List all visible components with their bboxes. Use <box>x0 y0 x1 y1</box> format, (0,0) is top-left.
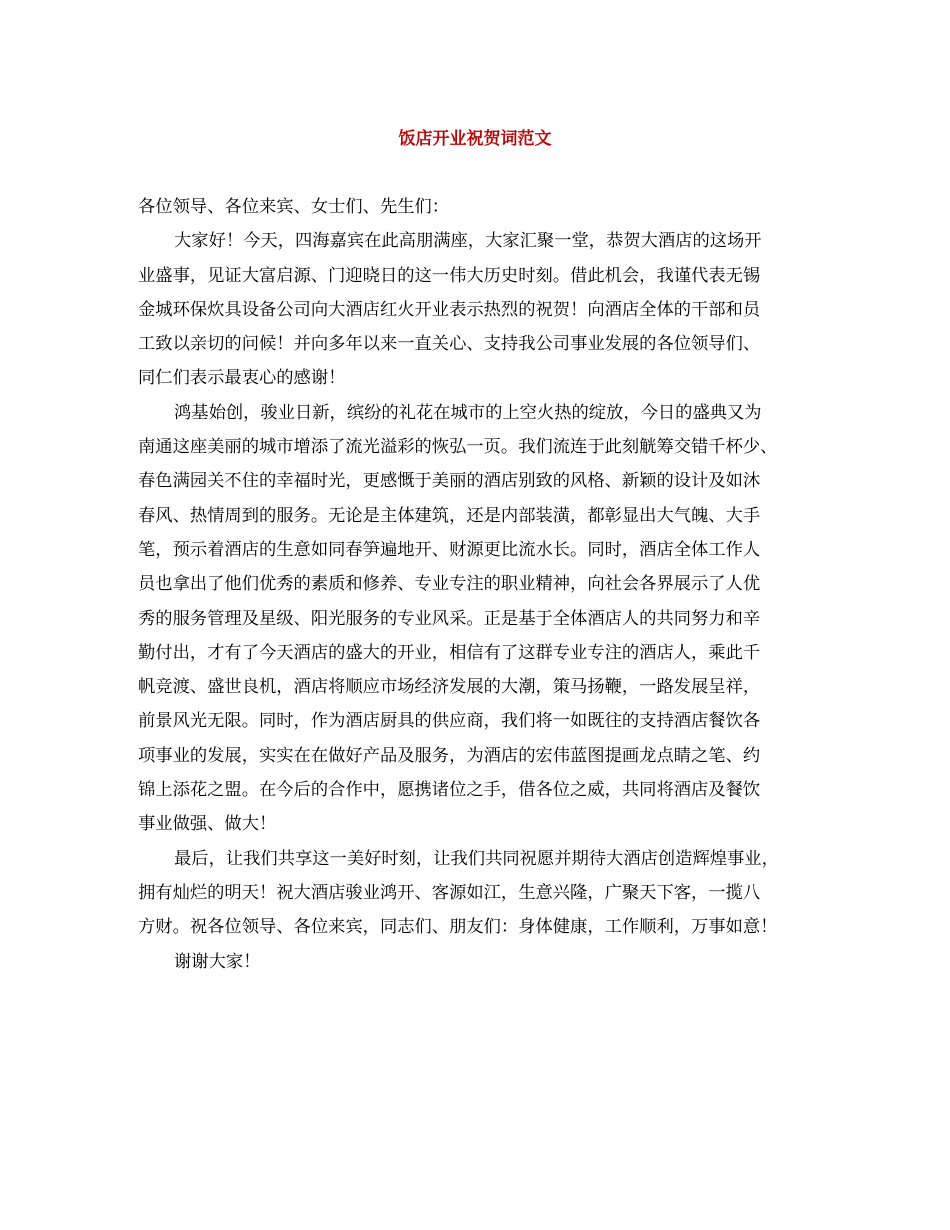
salutation-line: 各位领导、各位来宾、女士们、先生们： <box>138 197 450 217</box>
closing-line: 谢谢大家！ <box>174 951 261 972</box>
paragraph-3-line-1: 最后，让我们共享这一美好时刻，让我们共同祝愿并期待大酒店创造辉煌事业， <box>174 848 779 869</box>
paragraph-2-line-11: 项事业的发展，实实在在做好产品及服务，为酒店的宏伟蓝图提画龙点睛之笔、约 <box>138 745 761 766</box>
paragraph-2-line-1: 鸿基始创，骏业日新，缤纷的礼花在城市的上空火热的绽放，今日的盛典又为 <box>174 402 762 423</box>
paragraph-3-line-3: 方财。祝各位领导、各位来宾，同志们、朋友们：身体健康，工作顺利，万事如意！ <box>138 917 778 938</box>
document-body <box>138 190 828 979</box>
paragraph-1-line-1: 大家好！今天，四海嘉宾在此高朋满座，大家汇聚一堂，恭贺大酒店的这场开 <box>174 231 762 252</box>
paragraph-2-line-5: 笔，预示着酒店的生意如同春笋遍地开、财源更比流水长。同时，酒店全体工作人 <box>138 539 761 560</box>
paragraph-2-line-8: 勤付出，才有了今天酒店的盛大的开业，相信有了这群专业专注的酒店人，乘此千 <box>138 642 761 663</box>
paragraph-1-line-4: 工致以亲切的问候！并向多年以来一直关心、支持我公司事业发展的各位领导们、 <box>138 334 761 355</box>
paragraph-1-line-2: 业盛事，见证大富启源、门迎晓日的这一伟大历史时刻。借此机会，我谨代表无锡 <box>138 265 761 286</box>
paragraph-2-line-10: 前景风光无限。同时，作为酒店厨具的供应商，我们将一如既往的支持酒店餐饮各 <box>138 711 761 732</box>
paragraph-2-line-13: 事业做强、做大！ <box>138 814 277 835</box>
paragraph-2-line-4: 春风、热情周到的服务。无论是主体建筑，还是内部装潢，都彰显出大气魄、大手 <box>138 505 761 526</box>
paragraph-2-line-3: 春色满园关不住的幸福时光，更感慨于美丽的酒店别致的风格、新颖的设计及如沐 <box>138 471 761 492</box>
document-title: 饭店开业祝贺词范文 <box>398 129 552 149</box>
paragraph-2-line-12: 锦上添花之盟。在今后的合作中，愿携诸位之手，借各位之威，共同将酒店及餐饮 <box>138 780 761 801</box>
paragraph-2-line-6: 员也拿出了他们优秀的素质和修养、专业专注的职业精神，向社会各界展示了人优 <box>138 574 761 595</box>
paragraph-2-line-2: 南通这座美丽的城市增添了流光溢彩的恢弘一页。我们流连于此刻觥筹交错千杯少、 <box>138 437 778 458</box>
paragraph-3-line-2: 拥有灿烂的明天！祝大酒店骏业鸿开、客源如江，生意兴隆，广聚天下客，一揽八 <box>138 882 761 903</box>
paragraph-2-line-9: 帆竞渡、盛世良机，酒店将顺应市场经济发展的大潮，策马扬鞭，一路发展呈祥， <box>138 677 761 698</box>
paragraph-1-line-5: 同仁们表示最衷心的感谢！ <box>138 368 346 389</box>
paragraph-2-line-7: 秀的服务管理及星级、阳光服务的专业风采。正是基于全体酒店人的共同努力和辛 <box>138 608 761 629</box>
paragraph-1-line-3: 金城环保炊具设备公司向大酒店红火开业表示热烈的祝贺！向酒店全体的干部和员 <box>138 299 761 320</box>
